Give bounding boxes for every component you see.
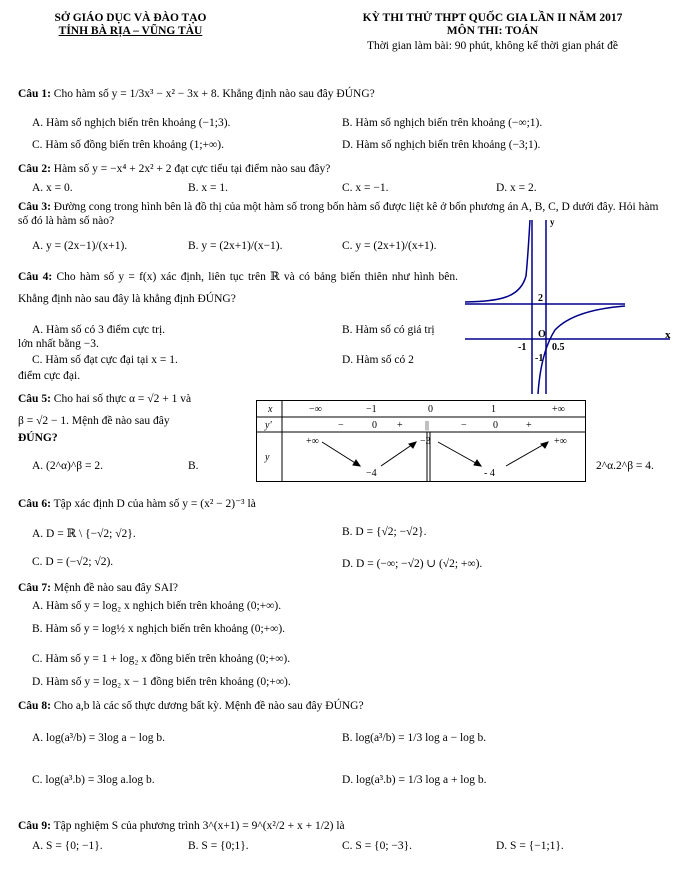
q6-option-a[interactable]: A. D = ℝ \ {−√2; √2}. <box>32 528 136 540</box>
q4-option-a[interactable]: A. Hàm số có 3 điểm cực trị. <box>32 324 166 336</box>
asymptote-2-label: 2 <box>538 293 543 304</box>
q7-option-c[interactable]: C. Hàm số y = 1 + log₂ x đồng biến trên khoảng (0;+∞). <box>32 653 291 665</box>
arrowhead-down-1 <box>353 460 360 466</box>
q3-option-c[interactable]: C. y = (2x+1)/(x+1). <box>342 240 437 252</box>
sign-5: − <box>461 420 467 431</box>
q4-label: Câu 4: <box>18 271 53 283</box>
y-axis-label: y <box>550 217 555 227</box>
sign-7: + <box>526 420 532 431</box>
q6-option-b[interactable]: B. D = {√2; −√2}. <box>342 526 427 538</box>
header-exam-title: KỲ THI THỬ THPT QUỐC GIA LẦN II NĂM 2017 <box>362 12 623 24</box>
q5-stem-3: ĐÚNG? <box>18 432 58 444</box>
y-val-1: +∞ <box>306 436 319 447</box>
q4-option-d-cont: điểm cực đại. <box>18 370 81 382</box>
q2-option-a[interactable]: A. x = 0. <box>32 182 73 194</box>
q8-option-d[interactable]: D. log(a³.b) = 1/3 log a + log b. <box>342 774 487 786</box>
q9-label: Câu 9: <box>18 820 51 832</box>
q5-stem-1: Cho hai số thực α = √2 + 1 và <box>53 393 192 405</box>
q9-option-c[interactable]: C. S = {0; −3}. <box>342 840 413 852</box>
arrow-down-2 <box>438 442 481 466</box>
q2-option-d[interactable]: D. x = 2. <box>496 182 537 194</box>
q7-label: Câu 7: <box>18 582 51 594</box>
q4-stem: Cho hàm số y = f(x) xác định, liên tục trên ℝ và có bảng biến thiên như hình bên. Khẳng định nào sau đây là khẳng định ĐÚNG? <box>18 271 459 305</box>
q9-option-a[interactable]: A. S = {0; −1}. <box>32 840 103 852</box>
q7-option-d[interactable]: D. Hàm số y = log₂ x − 1 đồng biến trên khoảng (0;+∞). <box>32 676 291 688</box>
table-x-neginf: −∞ <box>309 404 322 415</box>
q3-hyperbola-graph <box>460 216 675 396</box>
q7-stem: Mệnh đề nào sau đây SAI? <box>53 582 179 594</box>
q8-option-a[interactable]: A. log(a³/b) = 3log a − log b. <box>32 732 165 744</box>
header-time: Thời gian làm bài: 90 phút, không kể thời gian phát đề <box>366 40 619 52</box>
q5-label: Câu 5: <box>18 393 51 405</box>
y-val-5: +∞ <box>554 436 567 447</box>
sign-4: || <box>425 420 430 431</box>
arrowhead-down-2 <box>474 460 481 466</box>
q9-option-b[interactable]: B. S = {0;1}. <box>188 840 249 852</box>
q9-stem: Tập nghiệm S của phương trình 3^(x+1) = 9^(x²/2 + x + 1/2) là <box>53 820 345 832</box>
q1-stem: Cho hàm số y = 1/3x³ − x² − 3x + 8. Khẳng định nào sau đây ĐÚNG? <box>53 88 375 100</box>
table-x-0: 0 <box>428 404 433 415</box>
q5-option-b[interactable]: B. <box>188 460 199 472</box>
q3-label: Câu 3: <box>18 201 51 213</box>
q9 <box>18 820 345 832</box>
arrow-up-2 <box>506 442 548 466</box>
y-val-3: −3 <box>420 436 431 447</box>
table-yprime-label: y' <box>265 420 272 431</box>
q8 <box>18 700 364 712</box>
table-arrows <box>322 442 548 466</box>
sign-1: − <box>338 420 344 431</box>
q5-stem-2: β = √2 − 1. Mệnh đề nào sau đây <box>18 415 170 427</box>
q8-option-b[interactable]: B. log(a³/b) = 1/3 log a − log b. <box>342 732 487 744</box>
q5-line1 <box>18 393 191 405</box>
table-y-label: y <box>265 452 270 463</box>
sign-6: 0 <box>493 420 498 431</box>
q7 <box>18 582 178 594</box>
q3-option-b[interactable]: B. y = (2x+1)/(x−1). <box>188 240 283 252</box>
q8-label: Câu 8: <box>18 700 51 712</box>
y-val-4: - 4 <box>484 468 495 479</box>
q4-option-b[interactable]: B. Hàm số có giá trị <box>342 324 435 336</box>
q2-option-b[interactable]: B. x = 1. <box>188 182 229 194</box>
q7-option-a[interactable]: A. Hàm số y = log₂ x nghịch biến trên khoảng (0;+∞). <box>32 600 282 612</box>
q3-stem: Đường cong trong hình bên là đồ thị của một hàm số trong bốn hàm số được liệt kê ở bốn phương án A, B, C, D dưới đây. Hỏi hàm số đó là hàm số nào? <box>18 201 659 227</box>
x-neg1-label: -1 <box>518 342 527 353</box>
sign-2: 0 <box>372 420 377 431</box>
q9-option-d[interactable]: D. S = {−1;1}. <box>496 840 564 852</box>
arrowhead-up-1 <box>409 442 416 448</box>
q1-option-b[interactable]: B. Hàm số nghịch biến trên khoảng (−∞;1). <box>342 117 543 129</box>
table-x-1: 1 <box>491 404 496 415</box>
q4-option-d[interactable]: D. Hàm số có 2 <box>342 354 414 366</box>
q4-option-b-cont: lớn nhất bằng −3. <box>18 338 99 350</box>
q8-option-c[interactable]: C. log(a³.b) = 3log a.log b. <box>32 774 155 786</box>
q6-option-c[interactable]: C. D = (−√2; √2). <box>32 556 114 568</box>
q1-option-c[interactable]: C. Hàm số đồng biến trên khoảng (1;+∞). <box>32 139 224 151</box>
table-x-neg1: −1 <box>366 404 377 415</box>
variation-table <box>256 400 586 482</box>
q4-option-c[interactable]: C. Hàm số đạt cực đại tại x = 1. <box>32 354 178 366</box>
table-x-label: x <box>268 404 273 415</box>
q2-label: Câu 2: <box>18 163 51 175</box>
q2-option-c[interactable]: C. x = −1. <box>342 182 389 194</box>
q8-stem: Cho a,b là các số thực dương bất kỳ. Mệnh đề nào sau đây ĐÚNG? <box>53 700 364 712</box>
q5-option-d[interactable]: 2^α.2^β = 4. <box>596 460 654 472</box>
y-val-2: −4 <box>366 468 377 479</box>
q1-option-a[interactable]: A. Hàm số nghịch biến trên khoảng (−1;3). <box>32 117 231 129</box>
q6-option-d[interactable]: D. D = (−∞; −√2) ∪ (√2; +∞). <box>342 558 483 570</box>
q2 <box>18 163 330 175</box>
table-x-posinf: +∞ <box>552 404 565 415</box>
arrowhead-up-2 <box>541 442 548 448</box>
header-province: TỈNH BÀ RỊA – VŨNG TÀU <box>58 25 203 37</box>
y-neg1-label: -1 <box>535 353 544 364</box>
q1-label: Câu 1: <box>18 88 51 100</box>
q6-label: Câu 6: <box>18 498 51 510</box>
q6-stem: Tập xác định D của hàm số y = (x² − 2)⁻³ là <box>53 498 256 510</box>
q6 <box>18 496 256 510</box>
x-axis-label: x <box>665 329 671 341</box>
header-org: SỞ GIÁO DỤC VÀ ĐÀO TẠO <box>54 12 207 24</box>
header-subject: MÔN THI: TOÁN <box>446 25 539 37</box>
origin-label: O <box>538 329 546 340</box>
x-half-label: 0.5 <box>552 342 565 353</box>
q5-option-a[interactable]: A. (2^α)^β = 2. <box>32 460 103 472</box>
q2-stem: Hàm số y = −x⁴ + 2x² + 2 đạt cực tiểu tại điểm nào sau đây? <box>53 163 331 175</box>
q3-option-a[interactable]: A. y = (2x−1)/(x+1). <box>32 240 128 252</box>
q4 <box>18 266 458 310</box>
hyperbola-left-branch <box>465 220 530 302</box>
sign-3: + <box>397 420 403 431</box>
q1 <box>18 88 375 100</box>
q7-option-b[interactable]: B. Hàm số y = log½ x nghịch biến trên khoảng (0;+∞). <box>32 623 286 635</box>
q1-option-d[interactable]: D. Hàm số nghịch biến trên khoảng (−3;1). <box>342 139 541 151</box>
